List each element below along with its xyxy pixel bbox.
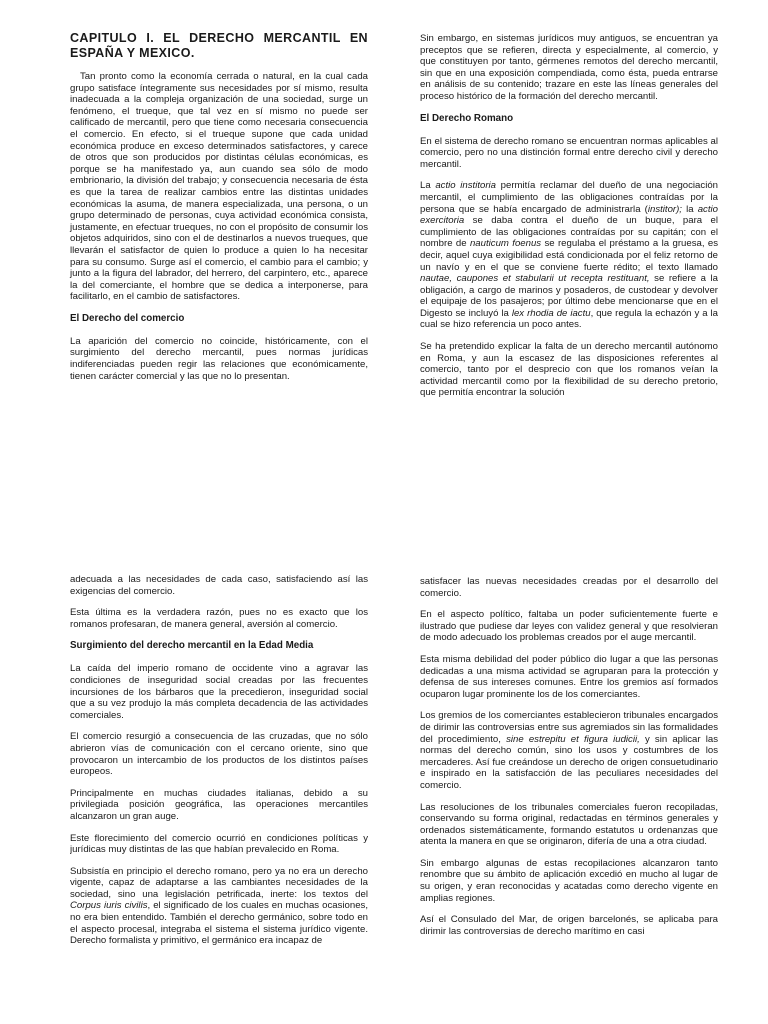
heading-derecho-romano: El Derecho Romano [420, 112, 514, 124]
page2-right-column [420, 576, 718, 947]
page1-left-column [70, 31, 368, 392]
paragraph-falta-derecho-mercantil: Se ha pretendido explicar la falta de un derecho mercantil autónomo en Roma, y aun la escasez de las disposiciones referentes al comercio, tanto por el desprecio con que los romanos veían la actividad mercantil como por la flexibilidad de su derecho pretorio, que permitía encontrar la solución [420, 341, 718, 399]
paragraph-cruzadas: El comercio resurgió a consecuencia de las cruzadas, que no sólo abrieron vías de comunicación con el cercano oriente, sino que provocaron un intercambio de los productos de los distintos países europeos. [70, 731, 368, 778]
paragraph-aspecto-politico: En el aspecto político, faltaba un poder suficientemente fuerte e ilustrado que pudiese dar leyes con validez general y que resolvieran de modo adecuado los problemas creados por el auge mercantil. [420, 609, 718, 644]
paragraph-recopilaciones: Sin embargo algunas de estas recopilaciones alcanzaron tanto renombre que su ámbito de aplicación excedió en mucho al lugar de su origen, y eran reconocidas y acatadas como derecho vigente en amplias regiones. [420, 857, 718, 904]
paragraph-sistemas-antiguos: Sin embargo, en sistemas jurídicos muy antiguos, se encuentran ya preceptos que se refieren, directa y especialmente, al comercio, y que constituyen por tanto, gérmenes remotos del derecho mercantil, sin que en una exposición compendiada, como ésta, pueda entrarse en análisis de su contenido; trazare en este las líneas generales del proceso histórico de la formación del derecho mercantil. [420, 33, 718, 102]
paragraph-verdadera-razon: Esta última es la verdadera razón, pues no es exacto que los romanos profesaran, de manera general, aversión al comercio. [70, 607, 368, 630]
paragraph-caida-imperio: La caída del imperio romano de occidente vino a agravar las condiciones de inseguridad social creadas por las frecuentes incursiones de los bárbaros que la precedieron, inseguridad social que a su vez produjo la más completa decadencia de las actividades comerciales. [70, 663, 368, 721]
page1-right-clip [420, 33, 720, 476]
heading-edad-media: Surgimiento del derecho mercantil en la Edad Media [70, 640, 314, 652]
paragraph-satisfacer: satisfacer las nuevas necesidades creadas por el desarrollo del comercio. [420, 576, 718, 599]
page2-left-column [70, 574, 368, 957]
paragraph-ciudades-italianas: Principalmente en muchas ciudades italianas, debido a su privilegiada posición geográfica, las operaciones mercantiles alcanzaron un gran auge. [70, 787, 368, 822]
paragraph-aparicion-comercio: La aparición del comercio no coincide, históricamente, con el surgimiento del derecho mercantil, pues normas jurídicas indiferenciadas pueden regir las relaciones que económicamente, tienen carácter comercial y las que no lo presentan. [70, 335, 368, 382]
paragraph-florecimiento: Este florecimiento del comercio ocurrió en condiciones políticas y jurídicas muy distintas de las que habían prevalecido en Roma. [70, 832, 368, 856]
paragraph-resoluciones: Las resoluciones de los tribunales comerciales fueron recopiladas, conservando su forma original, redactadas en términos generales y ordenados sistemáticamente, formando estatutos u ordenanzas que atenta la manera en que se originaron, difería de una a otra ciudad. [420, 801, 718, 848]
paragraph-sistema-romano: En el sistema de derecho romano se encuentran normas aplicables al comercio, pero no una distinción formal entre derecho civil y derecho mercantil. [420, 135, 718, 170]
paragraph-consulado-del-mar: Así el Consulado del Mar, de origen barcelonés, se aplicaba para dirimir las controversias de derecho marítimo en casi [420, 914, 718, 937]
chapter-title: CAPITULO I. EL DERECHO MERCANTIL EN ESPAÑA Y MEXICO. [70, 31, 368, 60]
intro-paragraph: Tan pronto como la economía cerrada o natural, en la cual cada grupo satisface íntegramente sus necesidades por sí mismo, resulta inadecuada a la compleja organización de una sociedad, surge un fenómeno, el trueque, que tal vez en sí mismo no puede ser calificado de mercantil, pero que tiene como necesaria consecuencia el comercio. En efecto, si el trueque supone que cada unidad económica produce en exceso determinados satisfactores, y carece de otros que son producidos por distintas células económicas, es porque se ha manifestado ya, aun cuando sea sólo de modo embrionario, la división del trabajo; y consecuencia necesaria de ésta es que la tarea de realizar cambios entre las distintas unidades económicas la asuma, de manera especializada, una persona, o un grupo determinado de personas, cuya actividad económica consista, justamente, en efectuar trueques, no con el propósito de consumir los objetos adquiridos, sino con el de destinarlos a nuevos trueques, que llevarán el satisfactor de quien lo produce a quien lo ha necesitar para su consumo. Surge así el comercio, el cambio para el cambio; y junto a la figura del labrador, del herrero, del carpintero, etc., aparece la del comerciante, el hombre que se dedica a interponerse, para facilitarlo, en el cambio de satisfactores. [70, 71, 368, 303]
page2-right-clip [420, 576, 720, 1024]
page2-left-clip [70, 574, 370, 1024]
paragraph-corpus-iuris: Subsistía en principio el derecho romano, pero ya no era un derecho vigente, capaz de adaptarse a las cambiantes necesidades de la sociedad, sino una legislación petrificada, inerte: los textos del Corpus iuris civilis, el significado de los cuales en muchas ocasiones, no era bien entendido. También el derecho germánico, sobre todo en el aspecto procesal, integraba el sistema el sistema jurídico vigente. Derecho formalista y primitivo, el germánico era incapaz de [70, 865, 368, 947]
paragraph-actio-institoria: La actio institoria permitía reclamar del dueño de una negociación mercantil, el cumplimiento de las obligaciones contraídas por la persona que se había encargado de administrarla (institor); la actio exercitoria se daba contra el dueño de un buque, para el cumplimiento de las obligaciones contraídas por su capitán; con el nombre de nauticum foenus se regulaba el préstamo a la gruesa, es decir, aquel cuya exigibilidad está condicionada por el feliz retorno de un navío y en el que se conviene fuerte rédito; el texto llamado nautae, caupones et stabularii ut recepta restituant, se refiere a la obligación, a cargo de marinos y posaderos, de custodear y devolver el equipaje de los pasajeros; por último debe mencionarse que en el Digesto se incluyó la lex rhodia de iactu, que regula la echazón y a la cual se hizo referencia un poco antes. [420, 180, 718, 331]
paragraph-adecuada: adecuada a las necesidades de cada caso, satisfaciendo así las exigencias del comercio. [70, 574, 368, 597]
heading-derecho-comercio: El Derecho del comercio [70, 312, 185, 324]
page1-right-column [420, 33, 718, 409]
paragraph-gremios: Los gremios de los comerciantes establecieron tribunales encargados de dirimir las controversias entre sus agremiados sin las formalidades del procedimiento, sine estrepitu et figura iudicii, y sin aplicar las normas del derecho común, sino los usos y costumbres de los mercaderes. Así fue creándose un derecho de origen consuetudinario e inspirado en la satisfacción de las peculiares necesidades del comercio. [420, 710, 719, 791]
paragraph-debilidad: Esta misma debilidad del poder público dio lugar a que las personas dedicadas a una misma actividad se agruparan para la protección y defensa de sus intereses comunes. Entre los gremios así formados ocuparon lugar prominente los de los comerciantes. [420, 653, 718, 700]
